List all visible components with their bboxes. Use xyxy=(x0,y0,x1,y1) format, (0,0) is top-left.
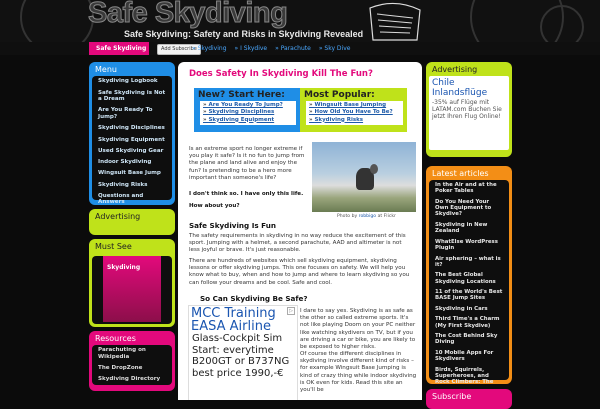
resources-box xyxy=(89,331,175,391)
nav-link-parachute[interactable]: » Parachute xyxy=(275,42,311,55)
decor-circle xyxy=(540,5,584,42)
how-about-line: How about you? xyxy=(189,203,240,209)
decor-circle xyxy=(20,0,94,42)
menu-item[interactable]: Skydiving Risks xyxy=(98,181,148,188)
most-popular-panel xyxy=(300,88,407,132)
nav-link-sky-dive[interactable]: » Sky Dive xyxy=(319,42,351,55)
latest-article-link[interactable]: The Best Global Skydiving Locations xyxy=(435,272,496,285)
nav-links xyxy=(192,42,350,55)
heading-safe-is-fun: Safe Skydiving Is Fun xyxy=(189,221,276,230)
latest-article-link[interactable]: Birds, Squirrels, Superheroes, and Rock Climbers: The xyxy=(435,366,494,384)
menu-item[interactable]: Safe Skydiving is Not a Dream xyxy=(98,89,166,103)
menu-item[interactable]: Wingsuit Base Jump xyxy=(98,170,161,177)
resource-link[interactable]: Skydiving Directory xyxy=(98,376,161,383)
most-popular-link[interactable]: » Wingsuit Base Jumping xyxy=(309,102,400,109)
most-popular-title: Most Popular: xyxy=(304,90,375,100)
book-cover-image[interactable] xyxy=(103,256,161,322)
menu-item[interactable]: Skydiving Equipment xyxy=(98,136,165,143)
most-popular-links xyxy=(306,101,403,125)
safe-paragraph-2: There are hundreds of websites which sell skydiving equipment, skydiving lessons or offer skydiving jumps. This one focuses on safety. We will help you know what to buy, when and how to jump and where to learn skydiving so you can follow your dreams and be cool. Safe and cool. xyxy=(189,258,410,286)
must-see-title: Must See xyxy=(95,242,132,251)
ad-body: Glass-Cockpit Sim Start: everytime B200GT or B737NG best price 1990,-€ xyxy=(192,333,290,379)
caption-author-link[interactable]: robbigo xyxy=(358,214,377,219)
menu-item[interactable]: Skydiving Disciplines xyxy=(98,125,165,132)
must-see-body xyxy=(92,256,172,324)
resource-link[interactable]: The DropZone xyxy=(98,365,143,372)
most-popular-link[interactable]: » How Old You Have To Be? xyxy=(309,109,400,116)
latest-article-link[interactable]: The Cost Behind Sky Diving xyxy=(435,333,498,346)
main-content xyxy=(178,62,422,400)
menu-item[interactable]: Indoor Skydiving xyxy=(98,159,152,166)
left-sidebar xyxy=(89,62,175,391)
heading-can-be-safe: So Can Skydiving Be Safe? xyxy=(200,294,308,303)
latest-articles-list xyxy=(429,180,509,384)
nav-link-skydiving[interactable]: » Skydiving xyxy=(192,42,227,55)
new-start-link[interactable]: » Skydiving Equipment xyxy=(203,117,293,124)
ad-choices-icon[interactable]: ▷ xyxy=(289,308,293,314)
latest-article-link[interactable]: 10 Mobile Apps For Skydivers xyxy=(435,350,494,363)
intro-paragraph: Is an extreme sport no longer extreme if you play it safe? Is it no fun to jump from the plane and land alive and enjoy the fun? Is pretending to be a hero more important than someone's life? xyxy=(189,146,305,181)
right-ad[interactable] xyxy=(429,76,509,150)
inline-ad[interactable] xyxy=(188,305,298,400)
site-logo[interactable]: Safe Skydiving xyxy=(88,0,288,29)
photo-caption xyxy=(337,214,396,219)
latest-article-link[interactable]: Air sphering – what is it? xyxy=(435,255,501,268)
menu-item[interactable]: Are You Ready To Jump? xyxy=(98,107,153,120)
subscribe-button[interactable]: Add Subscribe xyxy=(157,44,201,55)
new-start-links xyxy=(200,101,296,125)
resources-list xyxy=(92,345,172,385)
skydiver-figure xyxy=(370,164,378,174)
menu-list xyxy=(92,76,172,205)
right-ad-body: -35% auf Flüge mit LATAM.com Buchen Sie jetzt Ihren Flug Online! xyxy=(432,99,502,120)
new-start-link[interactable]: » Skydiving Disciplines xyxy=(203,109,293,116)
right-ad-headline[interactable]: Chile Inlandsflüge xyxy=(432,78,488,98)
resources-title: Resources xyxy=(95,334,136,343)
latest-articles-box xyxy=(426,166,512,384)
latest-articles-title: Latest articles xyxy=(432,169,489,178)
site-tagline: Safe Skydiving: Safety and Risks in Skydiving Revealed xyxy=(124,29,364,39)
subscribe-box xyxy=(426,389,512,409)
menu-item[interactable]: Used Skydiving Gear xyxy=(98,147,164,154)
menu-item[interactable]: Questions and Answers xyxy=(98,192,144,205)
dont-think-line: I don't think so. I have only this life. xyxy=(189,191,304,197)
new-start-link[interactable]: » Are You Ready To Jump? xyxy=(203,102,293,109)
nav-home-link[interactable]: Safe Skydiving xyxy=(89,42,149,55)
latest-article-link[interactable]: 11 of the World's Best BASE Jump Sites xyxy=(435,289,503,302)
shoe-illustration xyxy=(365,0,425,42)
advertising-box-left xyxy=(89,209,175,235)
advertising-title-right: Advertising xyxy=(432,65,478,74)
menu-box xyxy=(89,62,175,205)
caption-prefix: Photo by xyxy=(337,214,358,219)
book-cover-title: Skydiving xyxy=(107,264,141,271)
caption-suffix: at Flickr xyxy=(377,214,396,219)
nav-link-i-skydive[interactable]: » I Skydive xyxy=(235,42,268,55)
advertising-title-left: Advertising xyxy=(95,212,141,221)
latest-article-link[interactable]: WhatElse WordPress Plugin xyxy=(435,238,498,251)
advertising-box-right xyxy=(426,62,512,157)
latest-article-link[interactable]: Do You Need Your Own Equipment to Skydive? xyxy=(435,198,492,218)
resource-link[interactable]: Parachuting on Wikipedia xyxy=(98,347,146,360)
menu-item[interactable]: Skydiving Logbook xyxy=(98,78,158,85)
new-start-title: New? Start Here: xyxy=(198,90,285,100)
menu-title: Menu xyxy=(95,65,117,74)
be-safe-paragraph-1: I dare to say yes. Skydiving is as safe as the other so called extreme sports. It's not like playing Doom on your PC neither like watching skydivers on TV, but if you are driving a car or bike, you are likely to be exposed to higher risks. xyxy=(300,308,416,351)
most-popular-link[interactable]: » Skydiving Risks xyxy=(309,117,400,124)
latest-article-link[interactable]: Skydiving in New Zealand xyxy=(435,221,488,235)
be-safe-paragraph-2: Of course the different disciplines in skydiving involve different kind of risks – for example Wingsuit Base Jumping is kind of crazy thing while indoor skydiving is OK even for kids. Read this site an you'll be xyxy=(300,351,417,394)
ad-headline[interactable]: MCC Training EASA Airline xyxy=(191,306,276,334)
skydivers-photo[interactable] xyxy=(312,142,416,212)
must-see-box xyxy=(89,239,175,327)
header xyxy=(0,0,600,42)
safe-paragraph-1: The safety requirements in skydiving in no way reduce the excitement of this sport. Jumping with a helmet, a second parachute, AAD and altimeter is not less joyful or brave. It's just reasonable. xyxy=(189,233,406,254)
latest-article-link[interactable]: Third Time's a Charm (My First Skydive) xyxy=(435,316,500,329)
subscribe-title: Subscribe xyxy=(432,392,472,401)
new-start-panel xyxy=(194,88,300,132)
right-sidebar xyxy=(426,62,512,409)
article-title[interactable]: Does Safety In Skydiving Kill The Fun? xyxy=(189,69,373,79)
latest-article-link[interactable]: In the Air and at the Poker Tables xyxy=(435,182,497,195)
latest-article-link[interactable]: Skydiving in Cars xyxy=(435,305,488,312)
